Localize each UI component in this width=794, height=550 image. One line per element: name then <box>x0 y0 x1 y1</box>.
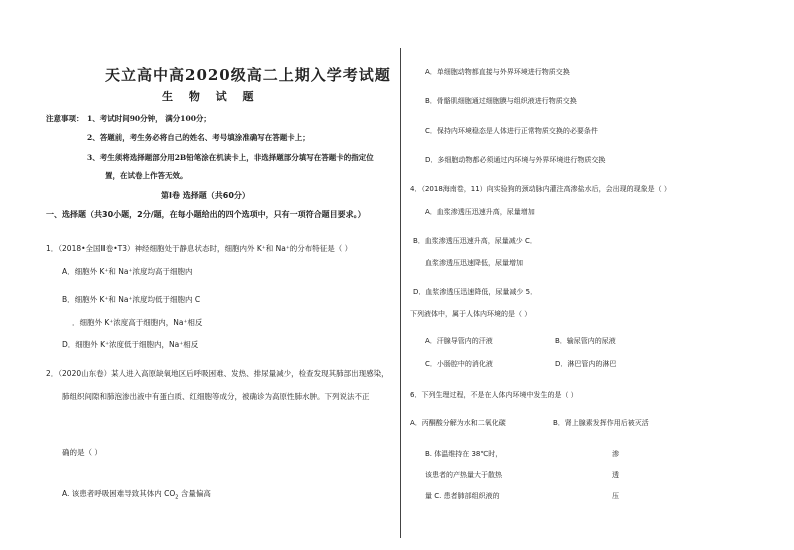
q5-option-c: C．小肠腔中的消化液 <box>425 360 493 368</box>
q6-option-a: A．丙酮酸分解为水和二氧化碳 <box>410 419 506 427</box>
q2-option-c-char1: 渗 <box>612 450 619 458</box>
q5-option-d: D．淋巴管内的淋巴 <box>555 360 617 368</box>
q4-stem: 4．（2018海南卷，11）向实验狗的颈动脉内灌注高渗盐水后，会出现的现象是（ ） <box>410 185 671 193</box>
q5-option-a: A．汗腺导管内的汗液 <box>425 337 493 345</box>
section-instructions: 一、选择题（共30小题，2分/题，在每小题给出的四个选项中，只有一项符合题目要求。） <box>46 210 366 219</box>
q5-stem: 下列液体中，属于人体内环境的是（ ） <box>410 310 532 318</box>
q1-option-a: A．细胞外 K⁺和 Na⁺浓度均高于细胞内 <box>62 267 193 276</box>
q2-option-c-char2: 透 <box>612 471 619 479</box>
q2-option-c-line: 量 C. 患者肺部组织液的 <box>425 492 500 500</box>
q2-option-c-char3: 压 <box>612 492 619 500</box>
q4-option-a: A．血浆渗透压迅速升高，尿量增加 <box>425 208 535 216</box>
exam-subtitle: 生 物 试 题 <box>162 90 260 103</box>
q2-option-a-text: A. 该患者呼吸困难导致其体内 CO <box>62 489 176 498</box>
q1-stem: 1．（2018•全国Ⅲ卷•T3）神经细胞处于静息状态时，细胞内外 K⁺和 Na⁺的分布特征是（ ） <box>46 244 353 253</box>
q6-option-b: B．肾上腺素发挥作用后被灭活 <box>553 419 649 427</box>
note-item-1: 1、考试时间90分钟， 满分100分； <box>87 114 211 123</box>
q2-option-a-tail: 含量偏高 <box>178 489 211 498</box>
q3-option-d: D．多细胞动物都必须通过内环境与外界环境进行物质交换 <box>425 156 606 164</box>
q4-option-d: D．血浆渗透压迅速降低，尿量减少 5． <box>413 288 538 296</box>
q6-stem: 6．下列生理过程，不是在人体内环境中发生的是（ ） <box>410 391 578 399</box>
q2-stem-line1: 2．（2020山东卷）某人进入高原缺氧地区后呼吸困难、发热、排尿量减少，检查发现其肺部出现感染， <box>46 369 389 378</box>
q1-option-b: B．细胞外 K⁺和 Na⁺浓度均低于细胞内 C <box>62 295 201 304</box>
q4-option-b: B．血浆渗透压迅速升高，尿量减少 C． <box>413 237 537 245</box>
q2-option-b-line1: B. 体温维持在 38℃时， <box>425 450 503 458</box>
section-heading: 第I卷 选择题（共60分） <box>161 191 250 200</box>
note-item-3: 3、考生须将选择题部分用2B铅笔涂在机读卡上，非选择题部分填写在答题卡的指定位 <box>87 153 374 162</box>
q4-option-c: 血浆渗透压迅速降低，尿量增加 <box>425 259 523 267</box>
q1-option-c: ．细胞外 K⁺浓度高于细胞内，Na⁺相反 <box>72 318 203 327</box>
note-item-3-cont: 置，在试卷上作答无效。 <box>105 171 188 180</box>
q2-option-a <box>62 488 211 501</box>
notes-label: 注意事项： <box>46 114 84 123</box>
q1-option-d: D．细胞外 K⁺浓度低于细胞内，Na⁺相反 <box>62 340 199 349</box>
q2-option-a-sub: 2 <box>175 494 179 501</box>
column-divider <box>400 48 401 538</box>
q2-stem-line2: 肺组织间隙和肺泡渗出液中有蛋白质、红细胞等成分，被确诊为高原性肺水肿。下列说法不正 <box>62 392 370 401</box>
q3-option-a: A．单细胞动物都直接与外界环境进行物质交换 <box>425 68 570 76</box>
q2-stem-line3: 确的是（ ） <box>62 448 102 457</box>
q3-option-b: B．骨骼肌细胞通过细胞膜与组织液进行物质交换 <box>425 97 577 105</box>
exam-title: 天立高中高2020级高二上期入学考试题 <box>105 66 391 84</box>
q5-option-b: B．输尿管内的尿液 <box>555 337 616 345</box>
note-item-2: 2、答题前，考生务必将自己的姓名、考号填涂准确写在答题卡上； <box>87 133 310 142</box>
q3-option-c: C．保持内环境稳态是人体进行正常物质交换的必要条件 <box>425 127 598 135</box>
q2-option-b-line2: 该患者的产热量大于散热 <box>425 471 502 479</box>
